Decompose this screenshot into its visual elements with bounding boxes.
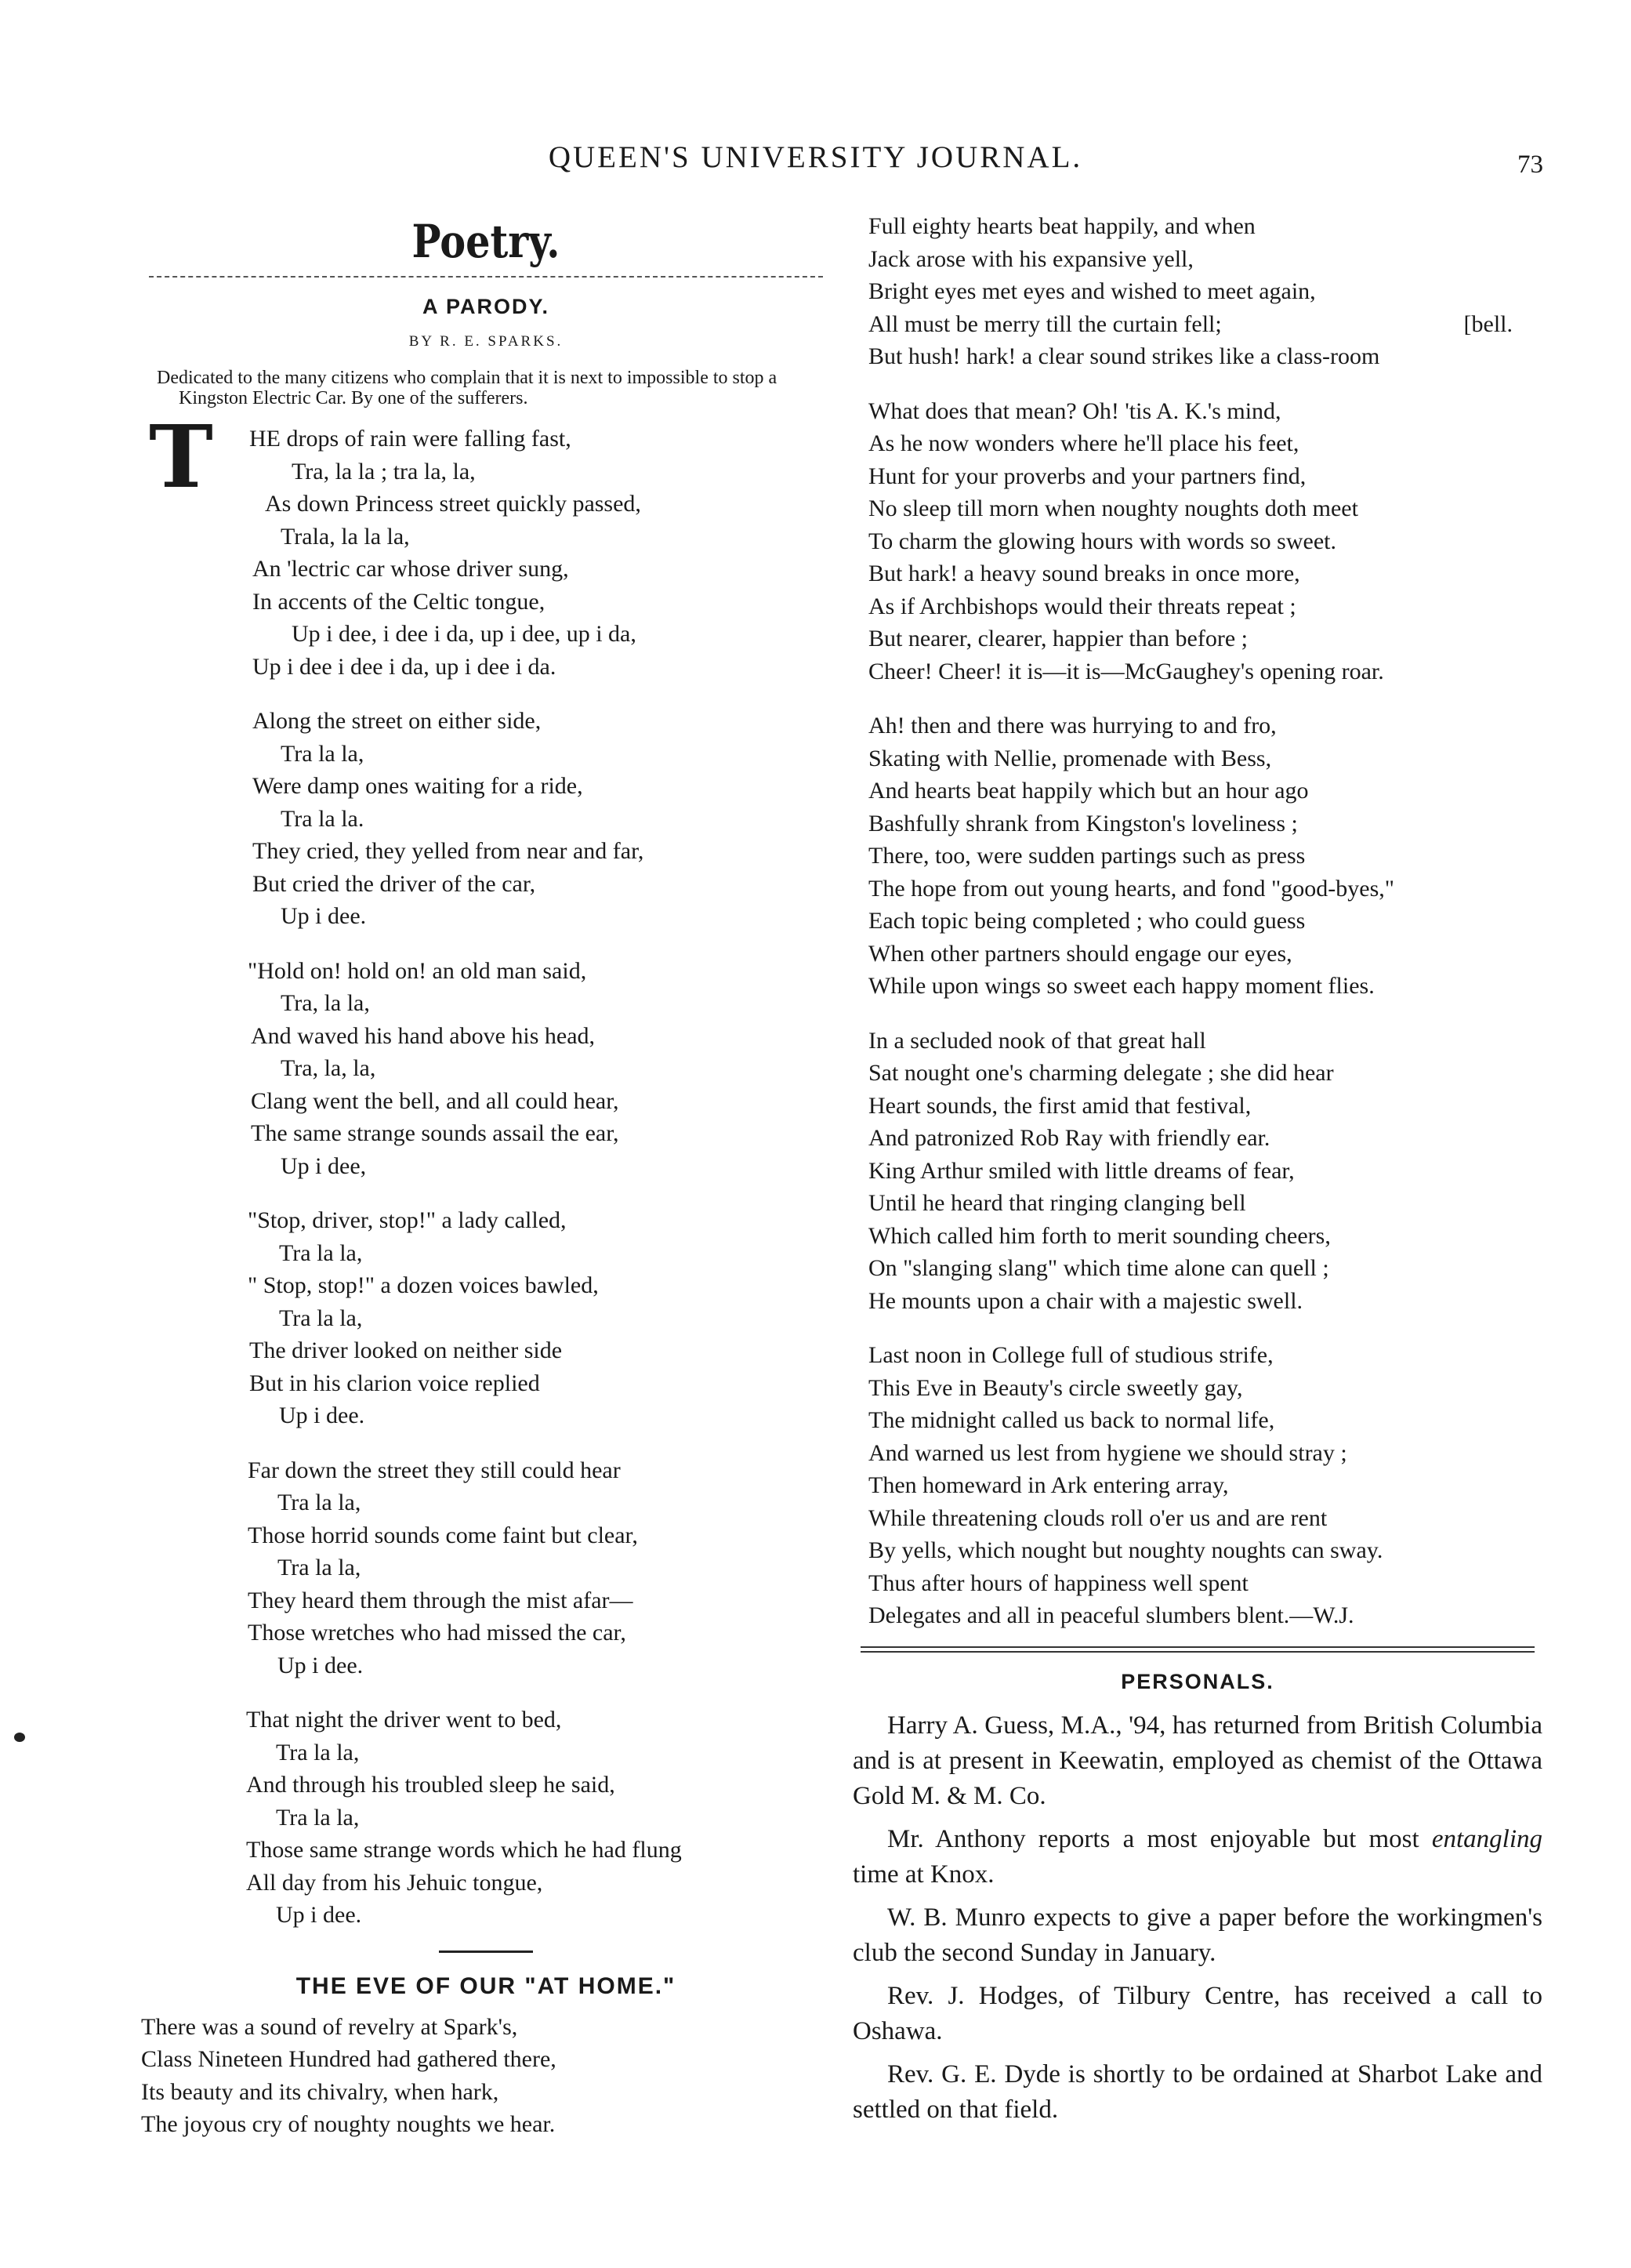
poem-line: Sat nought one's charming delegate ; she did hear [868, 1060, 1334, 1086]
poem-stanza [853, 210, 1542, 373]
poetry-section-title: Poetry. [411, 215, 560, 268]
poem-line: " Stop, stop!" a dozen voices bawled, [248, 1272, 599, 1298]
poem-line: There was a sound of revelry at Spark's, [141, 2013, 518, 2040]
poem-line: He mounts upon a chair with a majestic swell. [868, 1287, 1303, 1314]
poem-line: Then homeward in Ark entering array, [868, 1472, 1229, 1498]
poem-stanza [853, 1339, 1542, 1632]
poem-line: Tra, la la, [281, 990, 370, 1016]
poem-line: The joyous cry of noughty noughts we hear. [141, 2111, 556, 2137]
poem-line: Tra la la. [281, 805, 364, 832]
parody-poem [141, 406, 831, 1932]
poem-line: And hearts beat happily which but an hour ago [868, 778, 1309, 804]
poem-line: Tra la la, [276, 1739, 360, 1765]
poem-line: Thus after hours of happiness well spent [868, 1569, 1249, 1596]
section-divider [149, 276, 823, 278]
poem-line: What does that mean? Oh! 'tis A. K.'s mind, [868, 397, 1281, 424]
personal-item [853, 1822, 1542, 1892]
right-column [853, 210, 1542, 2136]
left-column [141, 205, 831, 2141]
poem-stanza [141, 955, 831, 1183]
poem-line: To charm the glowing hours with words so sweet. [868, 528, 1336, 554]
page-number: 73 [1517, 151, 1543, 179]
section-divider [861, 1646, 1535, 1653]
poem-line: Those wretches who had missed the car, [248, 1620, 626, 1646]
poem-line-text: HE drops of rain were falling fast, [249, 426, 571, 452]
drop-cap-letter: T [149, 406, 213, 507]
parody-dedication: Dedicated to the many citizens who complain that it is next to impossible to stop a Kingston Electric Car. By one of the sufferers. [157, 368, 777, 408]
poem-stanza [853, 709, 1542, 1003]
eve-poem-continued [853, 210, 1542, 1632]
poem-line: Tra, la, la, [281, 1055, 376, 1081]
poem-line: Heart sounds, the first amid that festival, [868, 1092, 1252, 1119]
poem-line: Trala, la la la, [281, 523, 410, 550]
poem-line: Far down the street they still could hear [248, 1457, 621, 1483]
poem-line: The same strange sounds assail the ear, [251, 1120, 619, 1146]
poem-line: Its beauty and its chivalry, when hark, [141, 2078, 499, 2105]
poem-line: And through his troubled sleep he said, [246, 1772, 615, 1798]
poem-line: But nearer, clearer, happier than before ; [868, 626, 1248, 651]
poem-line: In a secluded nook of that great hall [868, 1027, 1206, 1054]
eve-poem-start [141, 2011, 831, 2141]
poem-line: Which called him forth to merit sounding cheers, [868, 1222, 1331, 1249]
poem-line: When other partners should engage our eyes, [868, 940, 1292, 967]
poem-line: There, too, were sudden partings such as press [868, 843, 1306, 869]
poem-line: This Eve in Beauty's circle sweetly gay, [868, 1374, 1243, 1401]
personal-item [853, 2057, 1542, 2128]
poem-line: As if Archbishops would their threats repeat ; [868, 593, 1296, 619]
poem-line: Those same strange words which he had flung [246, 1837, 682, 1863]
personal-text: Harry A. Guess, M.A., '94, has returned from British Columbia and is at present in Keewatin, employed as chemist of the Ottawa Gold M. & M. Co. [853, 1711, 1542, 1810]
poem-line: Bright eyes met eyes and wished to meet again, [868, 278, 1316, 304]
poem-line: No sleep till morn when noughty noughts doth meet [868, 495, 1358, 521]
poem-line: Until he heard that ringing clanging bell [868, 1190, 1246, 1216]
poem-line: King Arthur smiled with little dreams of fear, [868, 1157, 1295, 1184]
ink-speck [14, 1733, 25, 1742]
poem-line: That night the driver went to bed, [246, 1707, 562, 1733]
poem-line: Those horrid sounds come faint but clear, [248, 1522, 638, 1548]
poem-line: Last noon in College full of studious strife, [868, 1342, 1274, 1368]
poem-line: As down Princess street quickly passed, [265, 491, 641, 517]
poem-line: But in his clarion voice replied [249, 1370, 540, 1396]
poem-line: Ah! then and there was hurrying to and fro, [868, 713, 1277, 738]
poem-line: Tra la la, [276, 1804, 360, 1831]
poem-stanza [141, 705, 831, 933]
poem-line: While upon wings so sweet each happy moment flies. [868, 973, 1375, 999]
divider-rule [439, 1950, 533, 1953]
poem-line: The midnight called us back to normal life, [868, 1407, 1275, 1433]
poem-line: Were damp ones waiting for a ride, [252, 773, 583, 799]
poem-stanza [141, 1704, 831, 1932]
personal-text: Mr. Anthony reports a most enjoyable but most [887, 1824, 1432, 1853]
poem-line: "Stop, driver, stop!" a lady called, [248, 1207, 567, 1233]
poem-line: Bashfully shrank from Kingston's loveliness ; [868, 810, 1298, 836]
journal-title: QUEEN'S UNIVERSITY JOURNAL. [548, 140, 1083, 174]
poem-line: Up i dee, i dee i da, up i dee, up i da, [292, 621, 636, 647]
poem-line: Up i dee i dee i da, up i dee i da. [252, 653, 556, 680]
personal-text: Rev. G. E. Dyde is shortly to be ordained at Sharbot Lake and settled on that field. [853, 2059, 1542, 2124]
parody-byline: BY R. E. SPARKS. [408, 333, 564, 350]
poem-line: While threatening clouds roll o'er us and are rent [868, 1504, 1328, 1531]
poem-line: Hunt for your proverbs and your partners find, [868, 463, 1307, 489]
poem-line: But cried the driver of the car, [252, 870, 536, 897]
poem-line: Tra la la, [279, 1239, 363, 1266]
page-header [0, 140, 1631, 187]
poem-stanza [141, 1204, 831, 1432]
poem-line: On "slanging slang" which time alone can quell ; [868, 1255, 1329, 1281]
poem-line: And warned us lest from hygiene we should stray ; [868, 1439, 1347, 1466]
poem-line: By yells, which nought but noughty noughts can sway. [868, 1537, 1383, 1563]
personal-item [853, 1900, 1542, 1971]
poem-line: In accents of the Celtic tongue, [252, 588, 545, 615]
poem-line: And patronized Rob Ray with friendly ear. [868, 1125, 1270, 1151]
poem-line: Full eighty hearts beat happily, and when [868, 213, 1256, 239]
personals-list [853, 1708, 1542, 2128]
personal-text: W. B. Munro expects to give a paper before the workingmen's club the second Sunday in January. [853, 1903, 1542, 1967]
poem-line: The driver looked on neither side [249, 1337, 563, 1363]
poem-line: Along the street on either side, [252, 708, 542, 734]
personals-heading: PERSONALS. [1121, 1669, 1274, 1693]
personal-text: Rev. J. Hodges, of Tilbury Centre, has received a call to Oshawa. [853, 1981, 1542, 2045]
poem-line: The hope from out young hearts, and fond "good-byes," [868, 875, 1395, 902]
poem-line: Up i dee. [281, 903, 367, 929]
poem-line: Each topic being completed ; who could guess [868, 908, 1306, 934]
poem-line [853, 308, 1542, 341]
poem-line: Jack arose with his expansive yell, [868, 245, 1194, 272]
poem-line: But hush! hark! a clear sound strikes like a class-room [868, 343, 1380, 369]
poem-line: Skating with Nellie, promenade with Bess, [868, 745, 1272, 771]
bell-turnover: [bell. [1463, 310, 1513, 337]
poem-line: Tra la la, [277, 1490, 361, 1515]
poem-line: Cheer! Cheer! it is—it is—McGaughey's opening roar. [868, 658, 1384, 684]
personal-item [853, 1708, 1542, 1814]
personal-text: time at Knox. [853, 1860, 995, 1889]
poem-line: But hark! a heavy sound breaks in once more, [868, 561, 1300, 586]
parody-heading: A PARODY. [422, 295, 550, 318]
poem-line: An 'lectric car whose driver sung, [252, 556, 569, 582]
poem-line: Tra, la la ; tra la, la, [292, 458, 476, 484]
poem-line: All day from his Jehuic tongue, [246, 1869, 543, 1896]
poem-line-text: All must be merry till the curtain fell; [868, 310, 1222, 337]
poem-stanza [141, 406, 831, 683]
poem-line: Delegates and all in peaceful slumbers blent.—W.J. [868, 1602, 1354, 1628]
poem-line: Up i dee. [276, 1902, 362, 1928]
eve-heading: THE EVE OF OUR "AT HOME." [295, 1972, 676, 1999]
poem-line: Tra la la, [281, 740, 364, 767]
poem-line: And waved his hand above his head, [251, 1022, 596, 1049]
poem-line: Up i dee, [281, 1152, 367, 1179]
poem-line: "Hold on! hold on! an old man said, [248, 957, 587, 984]
poem-stanza [853, 1025, 1542, 1318]
poem-line: Tra la la, [279, 1305, 363, 1331]
poem-line: They cried, they yelled from near and far, [252, 838, 644, 864]
poem-line: Up i dee. [279, 1403, 365, 1428]
poem-line: Tra la la, [277, 1555, 361, 1580]
poem-line: Clang went the bell, and all could hear, [251, 1087, 619, 1114]
poem-line: As he now wonders where he'll place his feet, [868, 430, 1299, 456]
poem-line: Class Nineteen Hundred had gathered there, [141, 2046, 556, 2072]
poem-stanza [853, 395, 1542, 688]
poem-stanza [141, 1454, 831, 1682]
poem-line: Up i dee. [277, 1652, 364, 1678]
poem-line: They heard them through the mist afar— [248, 1587, 633, 1613]
personal-item [853, 1979, 1542, 2049]
personal-emphasis: entangling [1431, 1824, 1542, 1853]
